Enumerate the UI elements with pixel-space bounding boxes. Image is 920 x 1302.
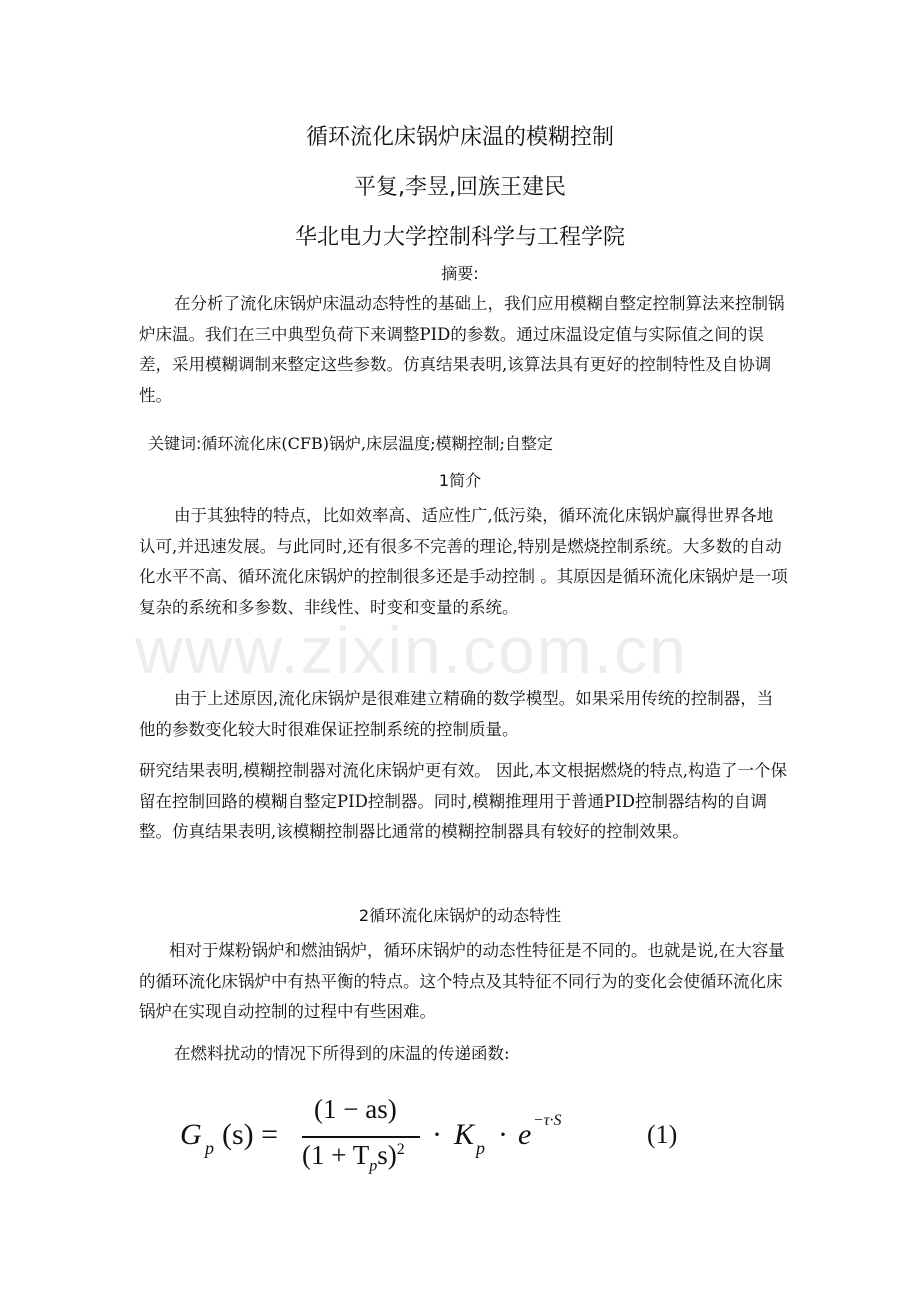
eq-lhs-arg: (s) =	[222, 1118, 279, 1151]
eq-fraction-bar	[302, 1136, 420, 1138]
abstract-text: 在分析了流化床锅炉床温动态特性的基础上，我们应用模糊自整定控制算法来控制锅炉床温。我们在三中典型负荷下来调整PID的参数。通过床温设定值与实际值之间的误差，采用模糊调制来整定这些参数。仿真结果表明,该算法具有更好的控制特性及自协调性。	[139, 294, 785, 405]
eq-G: G	[180, 1118, 202, 1151]
eq-number: (1)	[647, 1120, 678, 1149]
paper-title: 循环流化床锅炉床温的模糊控制	[305, 125, 614, 150]
eq-K: K	[454, 1118, 475, 1151]
section1-paragraph-2: 由于上述原因,流化床锅炉是很难建立精确的数学模型。如果采用传统的控制器，当他的参数变化较大时很难保证控制系统的控制质量。	[139, 689, 774, 739]
paper-affiliation: 华北电力大学控制科学与工程学院	[294, 225, 625, 250]
eq-dot-1: ·	[432, 1118, 442, 1151]
eq-den-sub: p	[369, 1157, 378, 1175]
eq-den-exp: 2	[396, 1141, 405, 1158]
equation-1	[180, 1092, 740, 1184]
eq-numerator: (1 − as)	[314, 1094, 397, 1124]
abstract-heading: 摘要:	[441, 264, 479, 283]
eq-e-exp: −τ·S	[533, 1112, 562, 1129]
section2-paragraph-2: 在燃料扰动的情况下所得到的床温的传递函数:	[174, 1044, 510, 1063]
eq-dot-2: ·	[498, 1118, 508, 1151]
paper-authors: 平复,李昱,回族王建民	[354, 175, 566, 200]
section1-heading: 1简介	[438, 471, 482, 490]
section1-paragraph-3: 研究结果表明,模糊控制器对流化床锅炉更有效。 因此,本文根据燃烧的特点,构造了一个保留在控制回路的模糊自整定PID控制器。同时,模糊推理用于普通PID控制器结构的自调整。仿真结果表明,该模糊控制器比通常的模糊控制器具有较好的控制效果。	[139, 761, 787, 841]
keywords-text: 循环流化床(CFB)锅炉,床层温度;模糊控制;自整定	[201, 434, 553, 453]
watermark: www.zixin.com.cn	[135, 613, 688, 687]
eq-denominator	[302, 1140, 405, 1175]
eq-K-sub: p	[476, 1138, 485, 1158]
section2-heading: 2循环流化床锅炉的动态特性	[358, 906, 562, 925]
eq-G-sub: p	[205, 1138, 214, 1158]
eq-e: e	[518, 1118, 532, 1151]
section2-paragraph-1: 相对于煤粉锅炉和燃油锅炉，循环床锅炉的动态性特征是不同的。也就是说,在大容量的循环流化床锅炉中有热平衡的特点。这个特点及其特征不同行为的变化会使循环流化床锅炉在实现自动控制的过程中有些困难。	[139, 941, 785, 1021]
keywords	[148, 431, 553, 457]
keywords-label: 关键词:	[148, 434, 202, 453]
eq-den-close: s)	[377, 1140, 397, 1170]
eq-den-open: (1 + T	[302, 1140, 370, 1170]
section1-paragraph-1: 由于其独特的特点，比如效率高、适应性广,低污染，循环流化床锅炉赢得世界各地认可,并迅速发展。与此同时,还有很多不完善的理论,特别是燃烧控制系统。大多数的自动化水平不高、循环流化床锅炉的控制很多还是手动控制 。其原因是循环流化床锅炉是一项复杂的系统和多参数、非线性、时变和变量的系统。	[139, 506, 788, 617]
